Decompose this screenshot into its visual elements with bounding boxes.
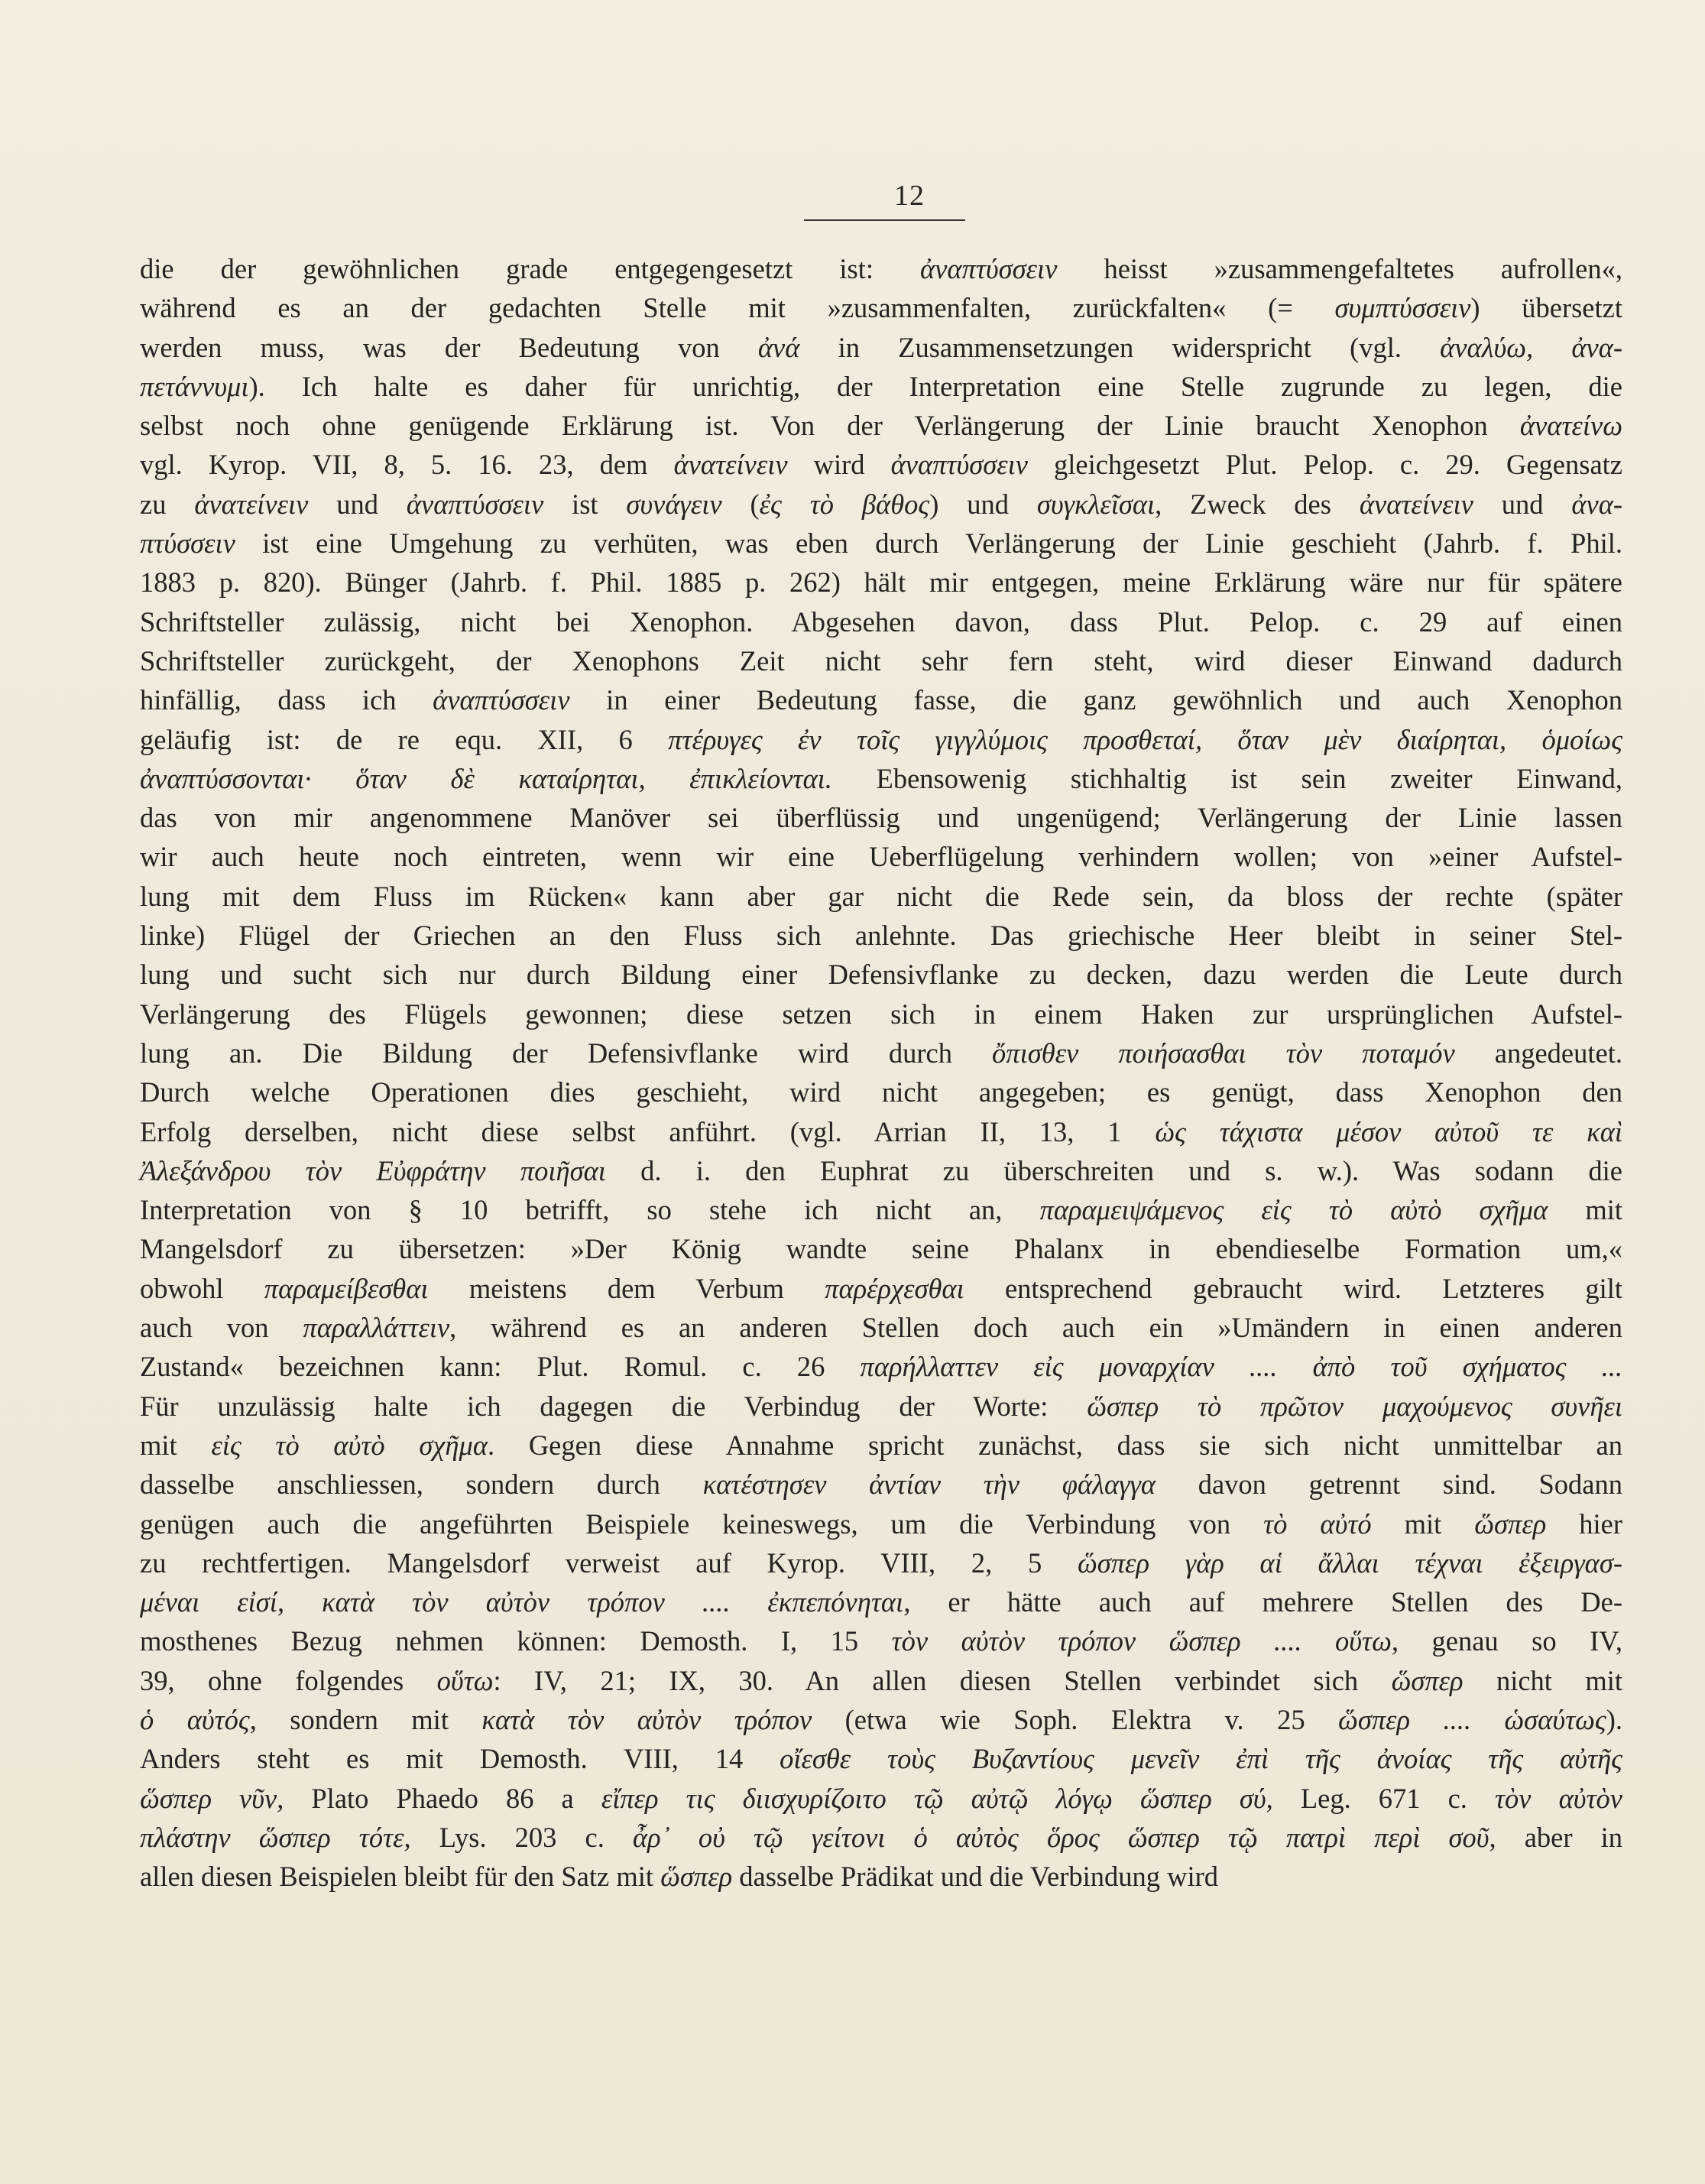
text-run: (etwa wie Soph. Elektra v. 25 [812,1703,1339,1735]
text-run: 1883 p. 820). Bünger (Jahrb. f. Phil. 1885 p. 262) hält mir entgegen, meine Erklärung wäre nur für spätere [140,566,1622,599]
text-run: ) und [929,488,1037,520]
text-run: in einer Bedeutung fasse, die ganz gewöhnlich und auch Xenophon [569,684,1622,716]
text-run: mit [140,1429,212,1461]
greek-quote: ἀνατείνειν [1359,488,1473,520]
text-line [140,1857,1622,1896]
text-run: ). Ich halte es daher für unrichtig, der Interpretation eine Stelle zugrunde zu legen, die [248,370,1622,402]
text-run: 39, ohne folgendes [140,1664,437,1696]
text-run: Erfolg derselben, nicht diese selbst anführt. (vgl. Arrian II, 13, 1 [140,1115,1156,1147]
greek-quote: ἀνατείνειν [673,449,788,481]
text-run: : IV, 21; IX, 30. An allen diesen Stellen verbindet sich [493,1664,1392,1696]
text-line [140,1504,1622,1543]
greek-quote: ἀναπτύσσειν [406,488,544,520]
text-run: meistens dem Verbum [428,1272,825,1304]
text-run: Lys. 203 c. [410,1821,633,1853]
text-run: ( [721,488,760,520]
text-line [140,445,1622,484]
greek-quote: εἴπερ τις διισχυρίζοιτο τῷ αὐτῷ λόγῳ ὥσπερ σύ, [601,1782,1273,1814]
greek-quote: παραμείβεσθαι [264,1272,429,1304]
text-line [140,1073,1622,1111]
greek-quote: ἀνατείνειν [194,488,309,520]
text-run: hinfällig, dass ich [140,684,433,716]
text-run: Durch welche Operationen dies geschieht, wird nicht angegeben; es genügt, dass Xenophon den [140,1076,1622,1108]
text-run: Schriftsteller zurückgeht, der Xenophons Zeit nicht sehr fern steht, wird dieser Einwand dadurch [140,644,1622,677]
text-line [140,406,1622,445]
text-run: ) übersetzt [1470,292,1622,324]
text-run: nicht mit [1463,1664,1622,1696]
text-line [140,1739,1622,1778]
text-run: allen diesen Beispielen bleibt für den Satz mit [140,1861,661,1893]
text-line [140,563,1622,602]
page-number: 12 [894,180,925,212]
text-run: vgl. Kyrop. VII, 8, 5. 16. 23, dem [140,449,674,481]
text-run: ist eine Umgehung zu verhüten, was eben durch Verlängerung der Linie geschieht (Jahrb. f. Phil. [235,527,1622,560]
text-line [140,798,1622,837]
text-run: lung mit dem Fluss im Rücken« kann aber gar nicht die Rede sein, da bloss der rechte (später [140,880,1622,912]
text-run: und [1473,488,1572,520]
text-run: Für unzulässig halte ich dagegen die Verbindug der Worte: [140,1390,1088,1422]
text-line [140,955,1622,994]
text-line [140,1661,1622,1700]
text-line [140,680,1622,719]
greek-quote: ὄπισθεν ποιήσασθαι τὸν ποταμόν [992,1037,1455,1069]
text-line [140,288,1622,327]
greek-quote: ὥσπερ τὸ πρῶτον μαχούμενος συνῆει [1087,1390,1622,1422]
text-run: davon getrennt sind. Sodann [1156,1468,1623,1501]
greek-quote: οἴεσθε τοὺς Βυζαντίους μενεῖν ἐπὶ τῆς ἀνοίας τῆς αὐτῆς [780,1743,1622,1775]
text-line [140,1426,1622,1465]
text-run: Schriftsteller zulässig, nicht bei Xenophon. Abgesehen davon, dass Plut. Pelop. c. 29 auf einen [140,605,1622,638]
greek-quote: τὸν αὐτὸν [1494,1782,1622,1814]
text-line [140,1779,1622,1818]
text-run: , während es an anderen Stellen doch auch ein »Umändern in einen anderen [449,1312,1622,1344]
text-line [140,602,1622,641]
greek-quote: ὥσπερ νῦν, [140,1782,284,1814]
text-line [140,1151,1622,1190]
greek-quote: πτύσσειν [140,527,235,560]
greek-quote: πτέρυγες ἐν τοῖς γιγγλύμοις προσθεταί, ὅταν μὲν διαίρηται, ὁμοίως [668,723,1622,755]
greek-quote: μέναι εἰσί, κατὰ τὸν αὐτὸν τρόπον .... ἐκπεπόνηται, [140,1586,911,1618]
greek-quote: ἀναπτύσσονται· ὅταν δὲ καταίρηται, ἐπικλείονται. [140,762,832,794]
greek-quote: συγκλεῖσαι [1036,488,1156,520]
header-rule [804,219,965,221]
greek-quote: ἀναπτύσσειν [890,449,1028,481]
text-run: ). [1606,1703,1622,1735]
greek-quote: πετάννυμι [140,370,249,402]
text-run: Zustand« bezeichnen kann: Plut. Romul. c. 26 [140,1351,861,1383]
text-run: lung an. Die Bildung der Defensivflanke wird durch [140,1037,993,1069]
greek-quote: ἀναλύω, ἀνα- [1440,331,1622,363]
text-run: obwohl [140,1272,264,1304]
text-line [140,1543,1622,1582]
greek-quote: τὸ αὐτό [1263,1507,1372,1540]
text-run: auch von [140,1312,303,1344]
greek-quote: συμπτύσσειν [1334,292,1471,324]
text-run: Verlängerung des Flügels gewonnen; diese setzen sich in einem Haken zur ursprünglichen Aufstel- [140,998,1622,1030]
text-line [140,1621,1622,1660]
greek-quote: ἆρ᾽ οὐ τῷ γείτονι ὁ αὐτὸς ὅρος ὥσπερ τῷ πατρὶ περὶ σοῦ, [632,1821,1496,1853]
text-run: hier [1546,1507,1622,1540]
text-run: mit [1548,1194,1622,1226]
greek-quote: ἐς τὸ βάθος [759,488,930,520]
text-run: genügen auch die angeführten Beispiele keineswegs, um die Verbindung von [140,1507,1264,1540]
text-run: wird [787,449,891,481]
text-run: , Zweck des [1155,488,1360,520]
text-line [140,367,1622,406]
text-run: linke) Flügel der Griechen an den Fluss sich anlehnte. Das griechische Heer bleibt in seiner Stel- [140,920,1622,952]
text-line [140,328,1622,367]
text-line [140,249,1622,288]
text-run: die der gewöhnlichen grade entgegengesetzt ist: [140,253,921,284]
text-run: werden muss, was der Bedeutung von [140,331,758,363]
text-run: Mangelsdorf zu übersetzen: »Der König wandte seine Phalanx in ebendieselbe Formation um,« [140,1233,1622,1265]
greek-quote: πλάστην ὥσπερ τότε, [140,1821,411,1853]
greek-quote: ὡς τάχιστα μέσον αὐτοῦ τε καὶ [1155,1115,1623,1147]
text-line [140,1818,1622,1857]
greek-quote: ἀνατείνω [1519,410,1622,442]
greek-quote: κατέστησεν ἀντίαν τὴν φάλαγγα [702,1468,1156,1501]
greek-quote: συνάγειν [626,488,722,520]
text-line [140,1387,1622,1426]
greek-quote: παραμειψάμενος εἰς τὸ αὐτὸ σχῆμα [1039,1194,1548,1226]
text-line [140,485,1622,524]
text-run: lung und sucht sich nur durch Bildung einer Defensivflanke zu decken, dazu werden die Leute durch [140,959,1622,991]
text-run: Interpretation von § 10 betrifft, so stehe ich nicht an, [140,1194,1040,1226]
greek-quote: παρέρχεσθαι [825,1272,964,1304]
greek-quote: ἀνά [757,331,800,363]
text-line [140,641,1622,680]
text-line [140,1582,1622,1621]
text-run: Leg. 671 c. [1272,1782,1495,1814]
text-run: gleichgesetzt Plut. Pelop. c. 29. Gegensatz [1027,449,1622,481]
text-run: Ebensowenig stichhaltig ist sein zweiter Einwand, [831,762,1623,794]
text-run: selbst noch ohne genügende Erklärung ist. Von der Verlängerung der Linie braucht Xenophon [140,410,1520,442]
text-run: ist [543,488,627,520]
text-run: mit [1371,1507,1475,1540]
greek-quote: τὸν αὐτὸν τρόπον ὥσπερ .... οὕτω, [891,1625,1399,1657]
greek-quote: ὁ αὐτός [140,1703,250,1735]
text-run: genau so IV, [1399,1625,1623,1657]
text-line [140,1229,1622,1268]
text-run: dasselbe Prädikat und die Verbindung wird [732,1861,1219,1893]
greek-quote: ὥσπερ γὰρ αἱ ἄλλαι τέχναι ἐξειργασ- [1078,1546,1622,1579]
text-run: geläufig ist: de re equ. XII, 6 [140,723,669,755]
greek-quote: κατὰ τὸν αὐτὸν τρόπον [481,1703,812,1735]
text-line [140,1190,1622,1229]
text-line [140,995,1622,1034]
greek-quote: παρήλλαττεν εἰς μοναρχίαν .... ἀπὸ τοῦ σχήματος ... [860,1351,1623,1383]
text-line [140,1112,1622,1151]
text-line [140,916,1622,955]
text-line [140,1308,1622,1347]
greek-quote: οὕτω [436,1664,494,1696]
text-line [140,1269,1622,1308]
greek-quote: ἀναπτύσσειν [433,684,570,716]
greek-quote: εἰς τὸ αὐτὸ σχῆμα [211,1429,488,1461]
text-line [140,720,1622,759]
text-line [140,837,1622,876]
greek-quote: ἀναπτύσσειν [920,253,1058,284]
text-run: wir auch heute noch eintreten, wenn wir eine Ueberflügelung verhindern wollen; von »einer Aufstel- [140,841,1622,873]
text-run: mosthenes Bezug nehmen können: Demosth. I, 15 [140,1625,892,1657]
greek-quote: ὥσπερ [660,1861,733,1893]
text-run: , sondern mit [249,1703,482,1735]
text-run: . Gegen diese Annahme spricht zunächst, dass sie sich nicht unmittelbar an [488,1429,1622,1461]
text-run: entsprechend gebraucht wird. Letzteres gilt [964,1272,1622,1304]
text-run: in Zusammensetzungen widerspricht (vgl. [799,331,1441,363]
text-run: er hätte auch auf mehrere Stellen des De- [910,1586,1622,1618]
text-line [140,1347,1622,1386]
text-run: aber in [1496,1821,1622,1853]
greek-quote: ὥσπερ .... ὡσαύτως [1338,1703,1606,1735]
greek-quote: Ἀλεξάνδρου τὸν Εὐφράτην ποιῆσαι [140,1154,606,1186]
text-run: und [308,488,407,520]
text-run: heisst »zusammengefaltetes aufrollen«, [1057,253,1623,284]
text-run: zu rechtfertigen. Mangelsdorf verweist auf Kyrop. VIII, 2, 5 [140,1546,1078,1579]
greek-quote: ὥσπερ [1391,1664,1464,1696]
text-run: während es an der gedachten Stelle mit »zusammenfalten, zurückfalten« (= [140,292,1335,324]
text-run: Anders steht es mit Demosth. VIII, 14 [140,1743,780,1775]
text-line [140,877,1622,916]
text-line [140,759,1622,798]
text-line [140,524,1622,563]
text-run: das von mir angenommene Manöver sei überflüssig und ungenügend; Verlängerung der Linie lassen [140,802,1622,834]
greek-quote: ὥσπερ [1474,1507,1547,1540]
greek-quote: ἀνα- [1571,488,1623,520]
text-line [140,1465,1622,1504]
body-text [140,249,1622,1896]
text-run: Plato Phaedo 86 a [284,1782,601,1814]
text-run: zu [140,488,195,520]
text-run: angedeutet. [1454,1037,1622,1069]
text-line [140,1034,1622,1073]
text-run: dasselbe anschliessen, sondern durch [140,1468,703,1501]
text-run: d. i. den Euphrat zu überschreiten und s. w.). Was sodann die [605,1154,1622,1186]
text-line [140,1700,1622,1739]
greek-quote: παραλλάττειν [303,1312,450,1344]
